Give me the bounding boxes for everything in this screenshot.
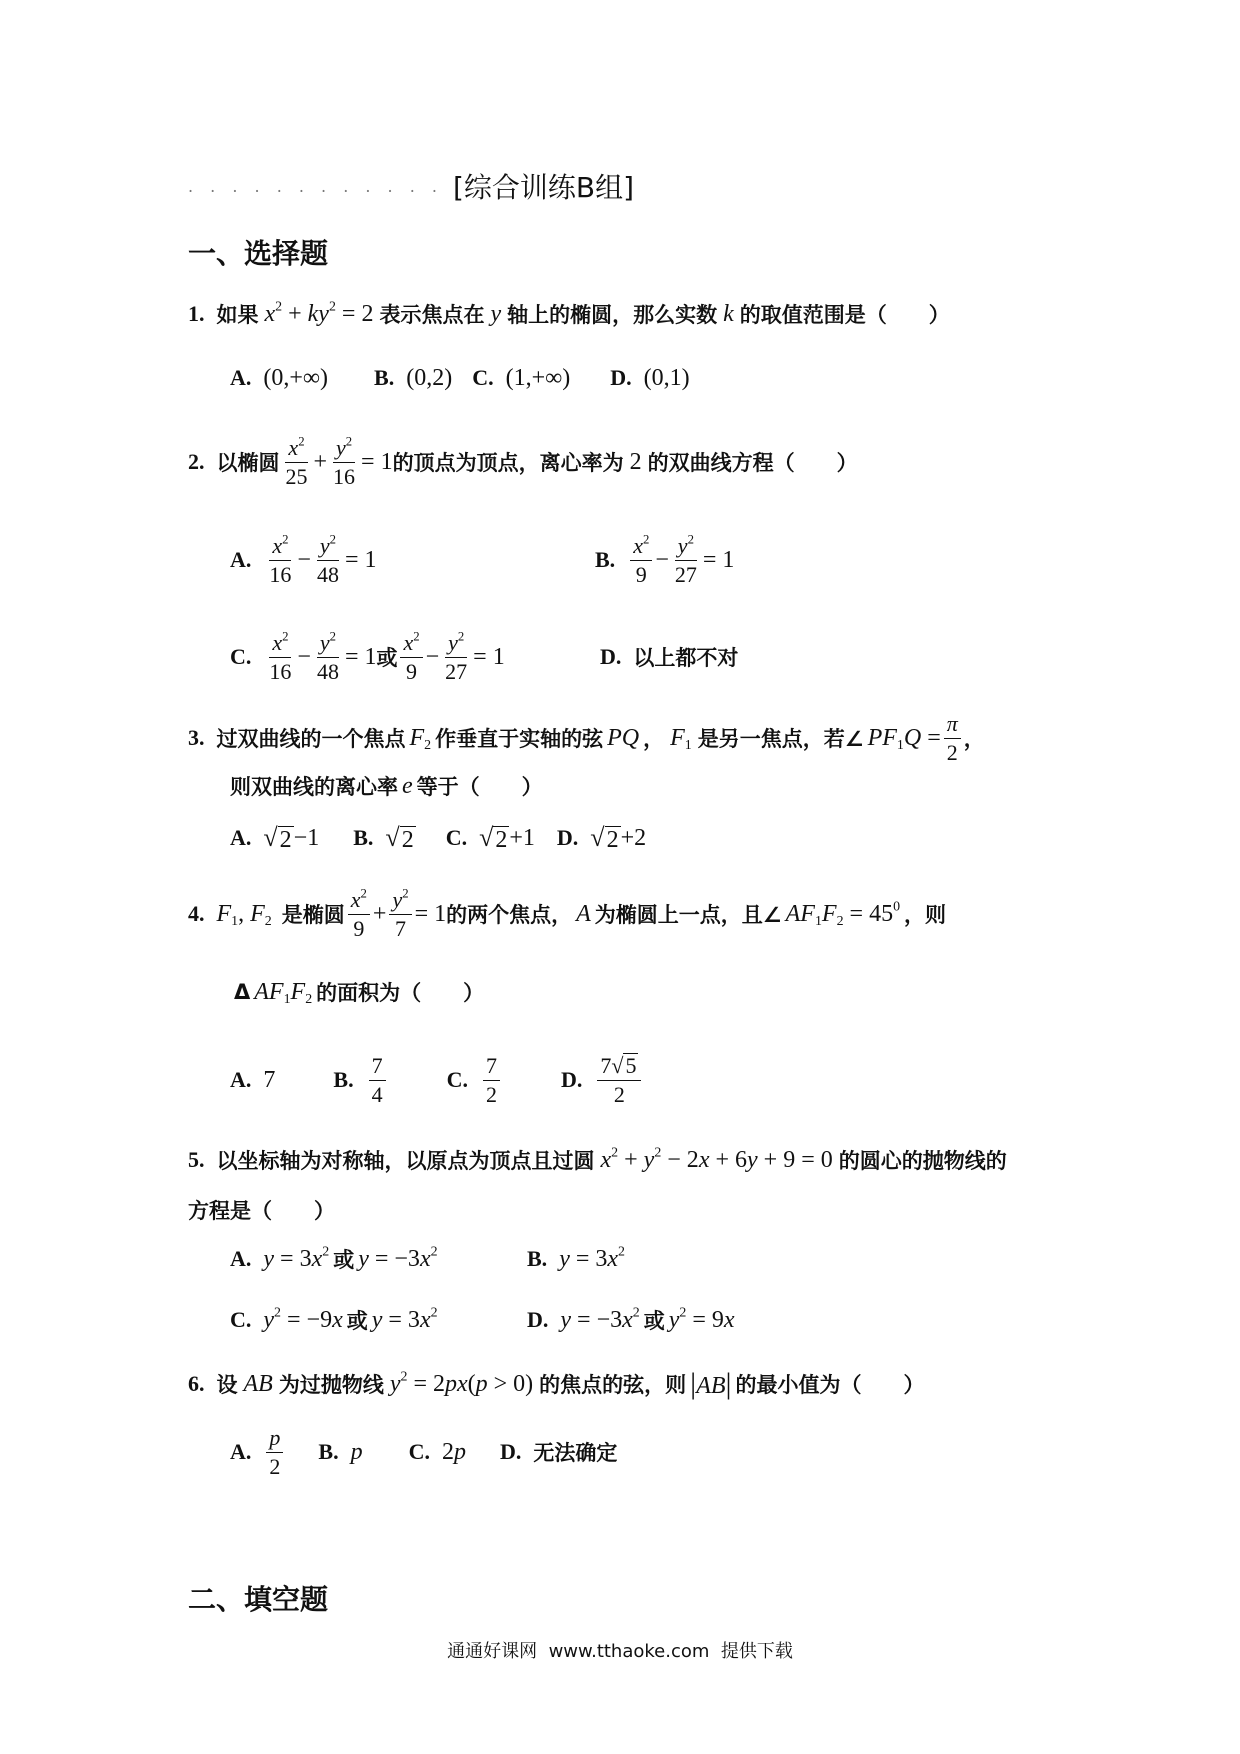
section-heading-choice: 一、选择题 [188,237,329,270]
q1-options [230,348,690,408]
option-label: C. [230,644,252,669]
question-text: 等于（ ） [416,775,543,799]
question-text: 是另一焦点，若∠ [697,727,864,751]
question-text: 的圆心的抛物线的 [838,1149,1007,1173]
question-text: 的焦点的弦，则 [539,1373,687,1397]
option-label: B. [353,825,374,850]
option-label: C. [408,1439,430,1464]
question-number: 6. [188,1371,205,1396]
option-label: B. [374,365,395,390]
question-number: 3. [188,725,205,750]
question-1 [188,284,950,344]
q5-option-c[interactable]: C. $y^2 = -9x$ 或 $y = 3x^2$ [230,1305,438,1333]
option-label: A. [230,1246,252,1271]
question-text: 的两个焦点， [446,903,573,927]
question-text: 的取值范围是（ ） [739,303,950,327]
question-text: 的顶点为顶点，离心率为 [392,451,624,475]
option-value: 以上都不对 [633,646,739,670]
option-label: A. [230,1067,252,1092]
option-d[interactable] [610,365,689,392]
option-value: (0,2) [406,364,453,391]
option-value: 无法确定 [533,1441,618,1465]
option-d[interactable] [500,1437,617,1467]
sqrt-2: √ 2 [385,823,414,853]
question-text: 的双曲线方程（ ） [647,451,858,475]
option-label: A. [230,365,252,390]
question-text: 的面积为（ ） [316,981,485,1005]
sqrt-2: √ 2 [263,823,292,853]
q6-options [230,1422,617,1482]
question-text: ， [963,727,985,751]
question-number: 5. [188,1147,205,1172]
option-value: (1,+∞) [505,364,571,391]
question-4-cont: Δ $AF_1F_2$ 的面积为（ ） [234,978,485,1007]
or-word: 或 [333,1248,355,1272]
option-c[interactable]: C. $\frac{7}{2}$ [447,1053,503,1107]
option-label: B. [527,1246,548,1271]
q2-option-b[interactable]: B. $\frac{x^2}{9}$ − $\frac{y^2}{27}$ = 1 [595,532,735,587]
question-text: 的最小值为（ ） [735,1373,925,1397]
q4-options [230,1050,644,1110]
question-3: 3. 过双曲线的一个焦点 $F_2$ 作垂直于实轴的弦 PQ ， $F_1$ 是另一焦点，若∠ $PF_1Q$ = $\frac{\pi}{2}$ ， [188,711,985,765]
question-text: 则双曲线的离心率 [230,775,398,799]
option-label: B. [595,547,616,572]
question-text: 轴上的椭圆，那么实数 [507,303,718,327]
question-4: 4. $F_1$, $F_2$ 是椭圆 $\frac{x^2}{9}$ + $\frac{y^2}{7}$ = 1 的两个焦点， A 为椭圆上一点，且∠ $AF_1F_2 = 45^0$ ，则 [188,886,947,941]
question-text: 方程是（ ） [188,1199,335,1223]
question-text: 表示焦点在 [379,303,485,327]
sqrt-2: √ 2 [479,823,508,853]
question-number: 4. [188,901,205,926]
question-text: 以坐标轴为对称轴，以原点为顶点且过圆 [216,1149,595,1173]
option-value: −1 [293,824,320,851]
question-3-cont: 则双曲线的离心率 e 等于（ ） [230,772,543,799]
question-6: 6. 设 AB 为过抛物线 $y^2 = 2px(p > 0)$ 的焦点的弦，则 |AB| 的最小值为（ ） [188,1367,925,1400]
option-a[interactable] [230,823,319,853]
question-text: 如果 [216,303,259,327]
option-b[interactable]: B. p [318,1438,363,1465]
option-d[interactable]: D. 7 √ 5 2 [561,1053,644,1107]
q3-options [230,808,646,868]
question-text: 作垂直于实轴的弦 [435,727,604,751]
option-value: (0,+∞) [263,364,329,391]
option-label: D. [610,365,632,390]
question-text: 为过抛物线 [278,1373,384,1397]
fraction: $\frac{y^2}{16}$ [333,434,356,489]
option-d[interactable] [557,823,646,853]
q5-option-b[interactable]: B. $y = 3x^2$ [527,1244,625,1272]
question-text: 以椭圆 [216,451,280,475]
var-y: y [490,300,502,327]
option-label: C. [230,1307,252,1332]
option-label: C. [446,1067,468,1092]
option-label: D. [560,1067,583,1092]
option-label: C. [445,825,468,850]
fraction: $\frac{x^2}{25}$ [285,434,308,489]
option-a[interactable] [230,365,328,392]
option-label: D. [527,1307,549,1332]
option-value: +2 [620,824,647,851]
option-value: +1 [509,824,535,851]
title-row [188,166,634,206]
option-c[interactable] [472,365,570,392]
option-a[interactable] [230,1067,275,1094]
or-word: 或 [346,1309,368,1333]
option-b[interactable]: B. $\frac{7}{4}$ [333,1053,388,1107]
option-label: B. [318,1439,339,1464]
option-b[interactable] [353,823,415,853]
option-label: A. [230,825,252,850]
option-value: 7 [263,1066,276,1093]
question-text: ， [643,727,665,751]
option-b[interactable] [374,365,452,392]
or-word: 或 [376,646,398,670]
option-label: B. [333,1067,354,1092]
question-number: 2. [188,449,205,474]
equation: $x^2 + ky^2 = 2$ [264,299,374,327]
question-text: 是椭圆 [281,903,345,927]
option-c[interactable] [446,823,535,853]
question-text: 设 [216,1373,238,1397]
option-label: C. [472,365,494,390]
q2-option-d[interactable] [600,627,738,687]
question-text: Δ [234,980,251,1004]
sqrt-2: √ 2 [590,823,619,853]
title-dots: . . . . . . . . . . . . [188,176,443,196]
option-a[interactable]: A. $\frac{p}{2}$ [230,1425,286,1479]
q2-option-a[interactable]: A. $\frac{x^2}{16}$ − $\frac{y^2}{48}$ = 1 [230,532,377,587]
q5-option-d[interactable]: D. $y = -3x^2$ 或 $y^2 = 9x$ [527,1305,735,1333]
option-label: A. [230,1439,252,1464]
var-k: k [723,300,734,327]
question-2: 2. 以椭圆 $\frac{x^2}{25}$ + $\frac{y^2}{16}$ = 1 的顶点为顶点，离心率为 2 的双曲线方程（ ） [188,434,858,489]
option-label: D. [499,1439,522,1464]
footer: 通通好课网 www.tthaoke.com 提供下载 [447,1641,793,1662]
option-c[interactable]: C. 2p [408,1438,466,1465]
question-5: 5. 以坐标轴为对称轴，以原点为顶点且过圆 $x^2 + y^2 - 2x + 6y + 9 = 0$ 的圆心的抛物线的 [188,1145,1007,1173]
question-text: 为椭圆上一点，且∠ [594,903,782,927]
section-heading-fill: 二、填空题 [188,1583,329,1616]
question-text: 过双曲线的一个焦点 [216,727,406,751]
q2-option-c[interactable]: C. $\frac{x^2}{16}$ − $\frac{y^2}{48}$ = 1 或 $\frac{x^2}{9}$ − $\frac{y^2}{27}$ = 1 [230,629,505,684]
option-label: D. [556,825,579,850]
or-word: 或 [643,1309,665,1333]
option-label: D. [600,644,622,669]
q5-option-a[interactable]: A. $y = 3x^2$ 或 $y = -3x^2$ [230,1244,438,1272]
question-text: ，则 [904,903,947,927]
question-number: 1. [188,301,205,326]
option-value: (0,1) [643,364,690,391]
page-title: [综合训练B组] [452,171,635,204]
option-label: A. [230,547,252,572]
